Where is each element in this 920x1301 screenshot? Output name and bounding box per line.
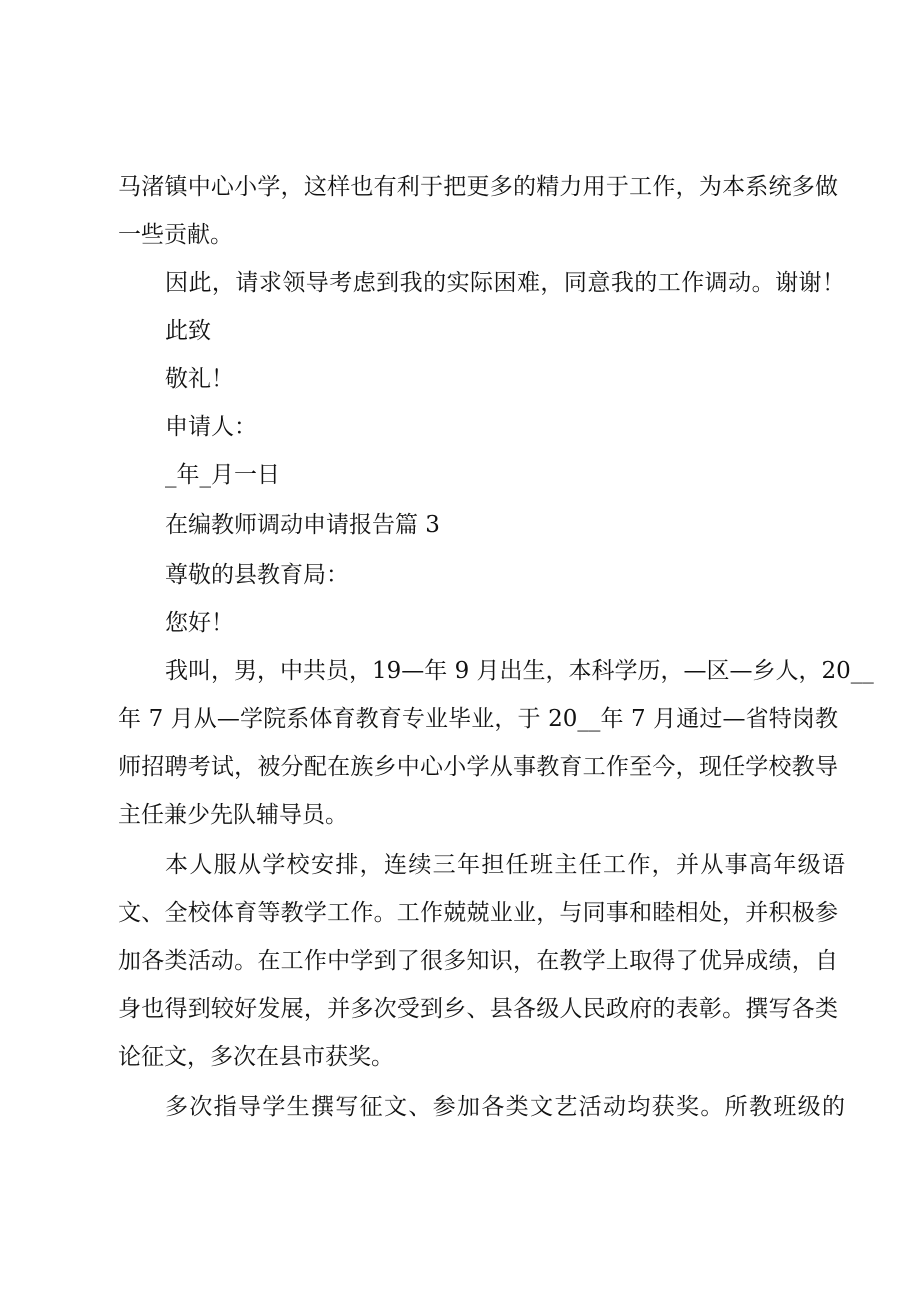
paragraph-line: 多次指导学生撰写征文、参加各类文艺活动均获奖。所教班级的: [165, 1094, 845, 1120]
paragraph-line: 马渚镇中心小学，这样也有利于把更多的精力用于工作，为本系统多做: [118, 174, 838, 200]
salutation-line: 敬礼！: [165, 366, 234, 392]
addressee-line: 尊敬的县教育局：: [165, 562, 349, 588]
paragraph-line: 身也得到较好发展，并多次受到乡、县各级人民政府的表彰。撰写各类: [118, 996, 838, 1022]
section-title: 在编教师调动申请报告篇 3: [165, 512, 440, 538]
paragraph-line: 我叫，男，中共员，19—年 9 月出生，本科学历，—区—乡人，20__: [165, 658, 874, 684]
greeting-line: 您好！: [165, 610, 234, 636]
applicant-line: 申请人：: [165, 414, 257, 440]
paragraph-line: 文、全校体育等教学工作。工作兢兢业业，与同事和睦相处，并积极参: [118, 900, 838, 926]
paragraph-line: 年 7 月从—学院系体育教育专业毕业，于 20__年 7 月通过—省特岗教: [118, 706, 838, 732]
paragraph-line: 本人服从学校安排，连续三年担任班主任工作，并从事高年级语: [165, 852, 845, 878]
closing-line: 此致: [165, 318, 211, 344]
paragraph-line: 师招聘考试，被分配在族乡中心小学从事教育工作至今，现任学校教导: [118, 754, 838, 780]
paragraph-line: 主任兼少先队辅导员。: [118, 802, 348, 828]
paragraph-line: 加各类活动。在工作中学到了很多知识，在教学上取得了优异成绩，自: [118, 948, 838, 974]
paragraph-line: 因此，请求领导考虑到我的实际困难，同意我的工作调动。谢谢！: [165, 270, 845, 296]
paragraph-line: 一些贡献。: [118, 222, 233, 248]
date-line: _年_月一日: [165, 462, 280, 488]
paragraph-line: 论征文，多次在县市获奖。: [118, 1044, 394, 1070]
